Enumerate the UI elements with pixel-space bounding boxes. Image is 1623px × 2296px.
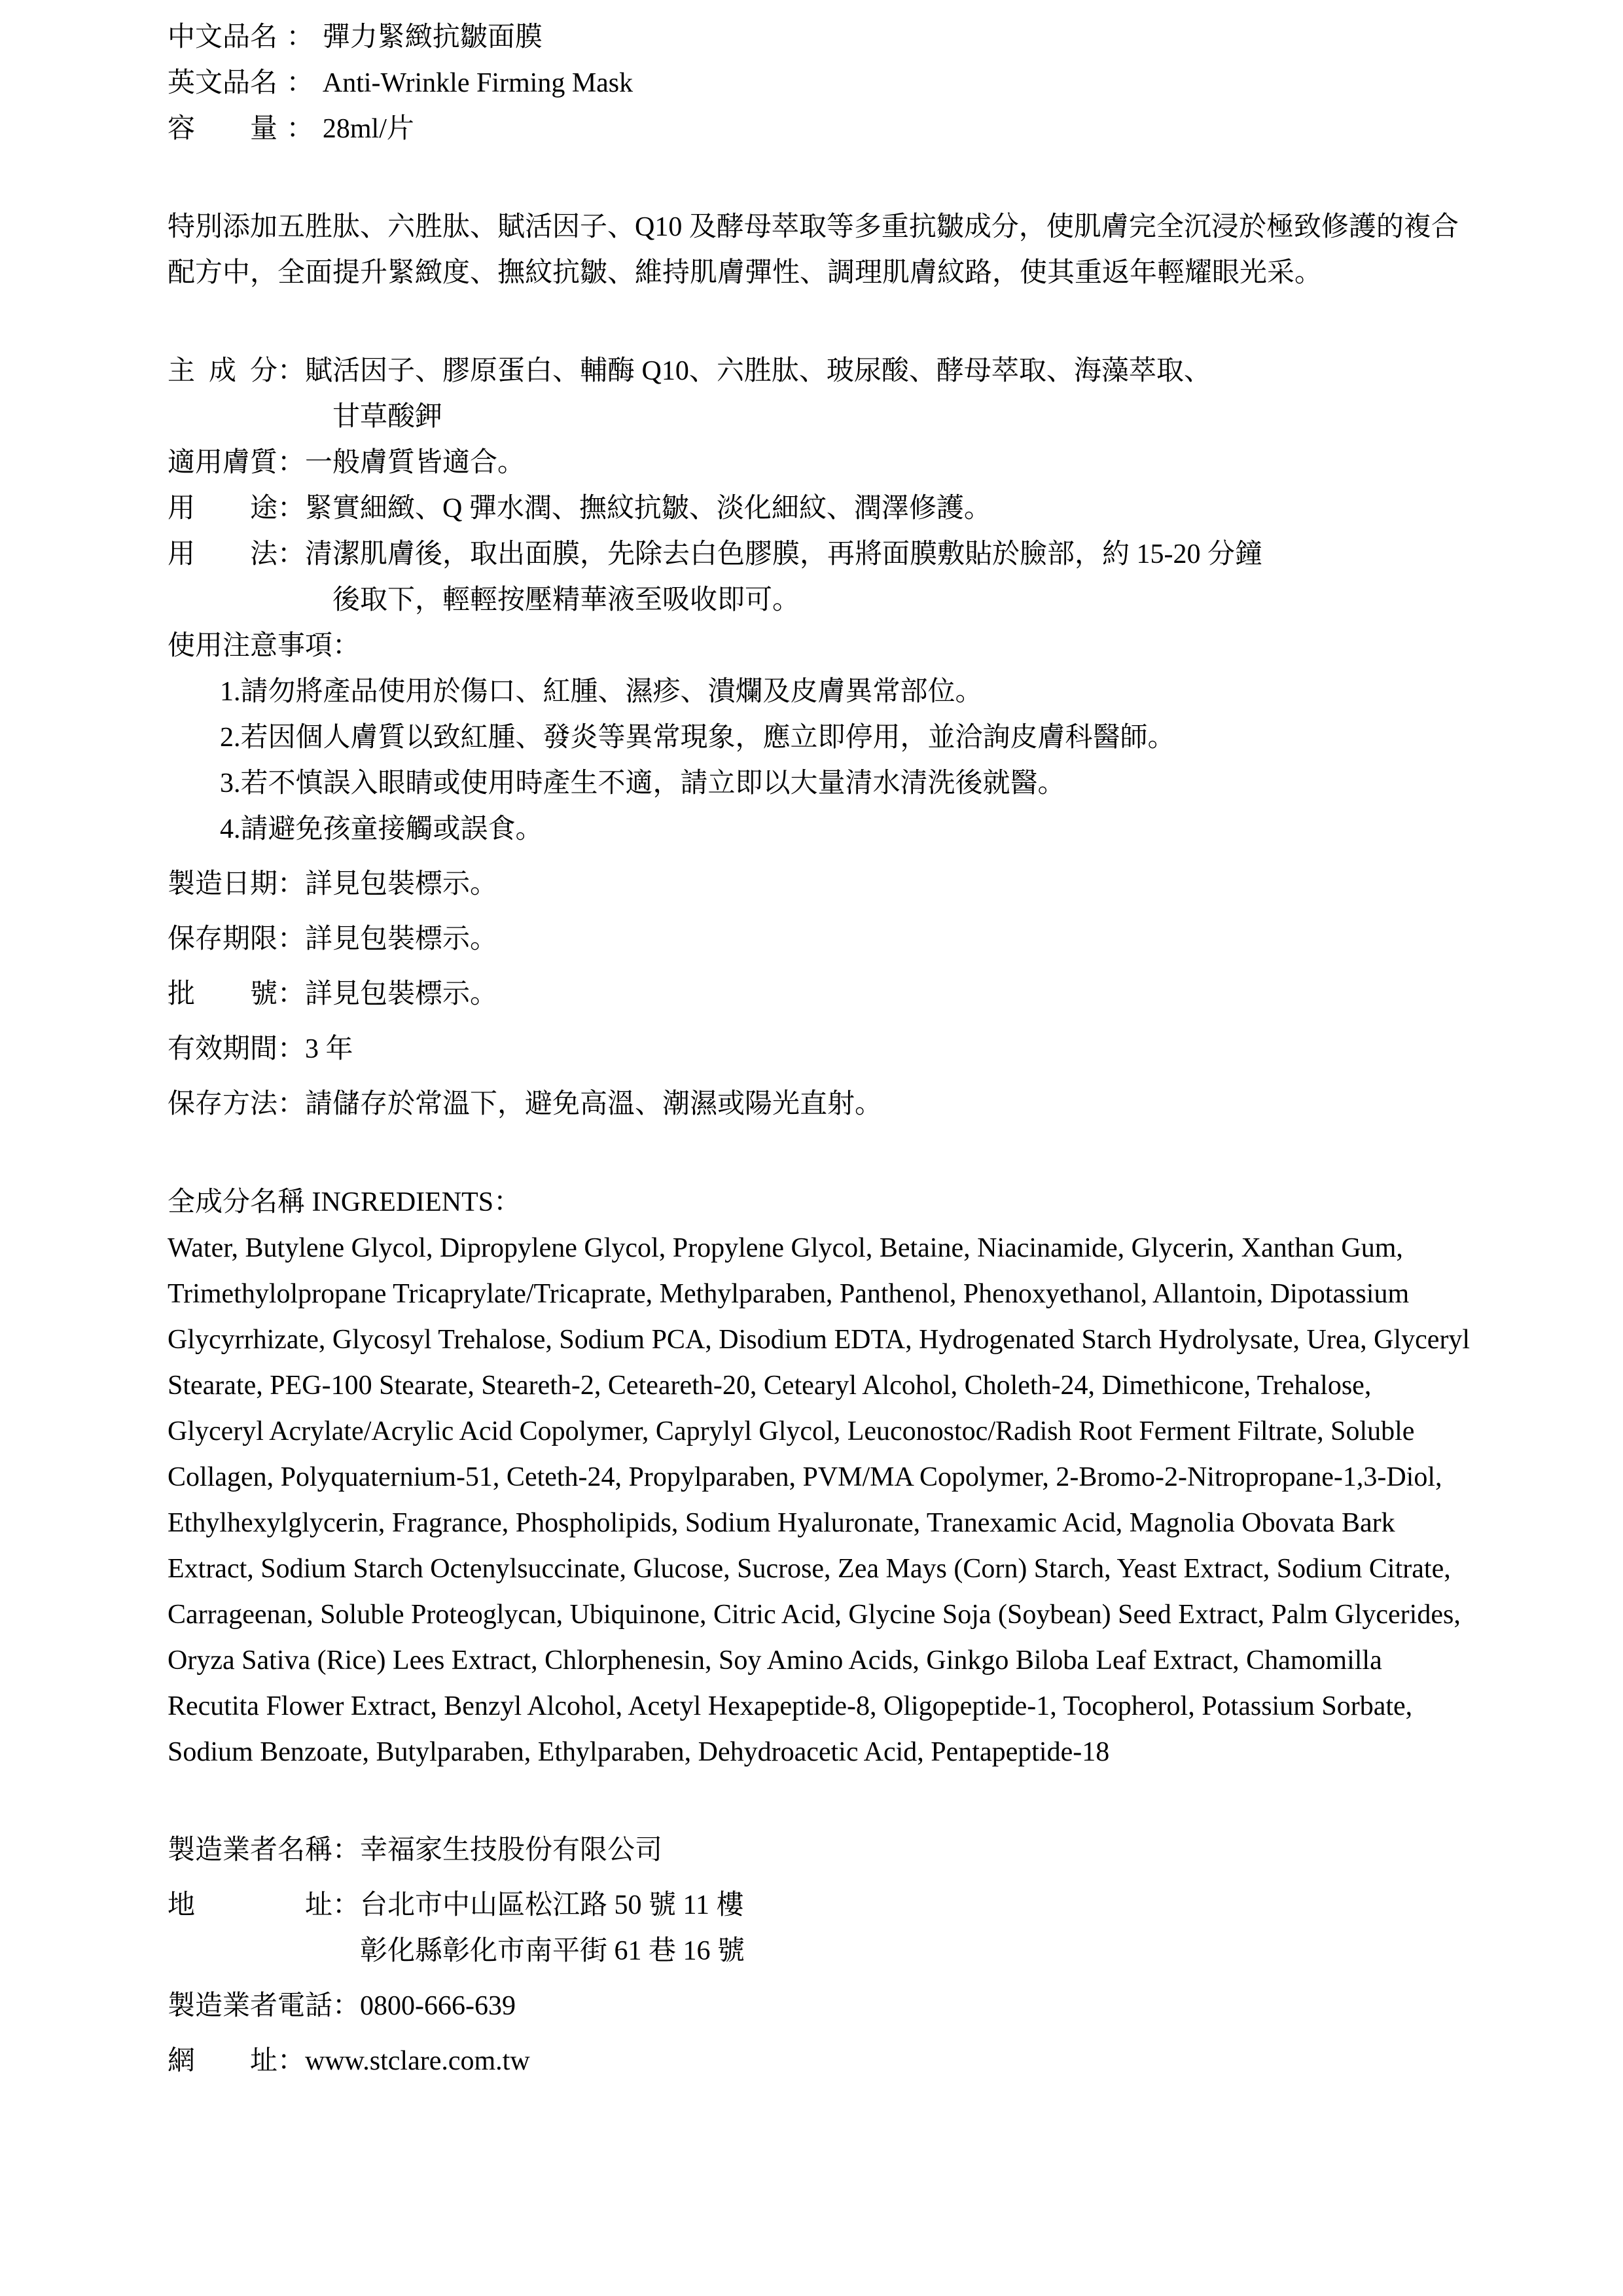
directions-label: 用法 bbox=[168, 539, 277, 569]
details-section bbox=[168, 348, 1472, 1127]
usage-row bbox=[168, 486, 1472, 531]
colon: ： bbox=[277, 1089, 306, 1119]
colon: ： bbox=[277, 356, 306, 386]
ingredients-text: Water, Butylene Glycol, Dipropylene Glycol, Propylene Glycol, Betaine, Niacinamide, Glycerin, Xanthan Gum, Trimethylolpropane Tricaprylate/Tricaprate, Methylparaben, Panthenol, Phenoxyethanol, Allantoin, Dipotassium Glycyrrhizate, Glycosyl Trehalose, Sodium PCA, Disodium EDTA, Hydrogenated Starch Hydrolysate, Urea, Glyceryl Stearate, PEG-100 Stearate, Steareth-2, Ceteareth-20, Cetearyl Alcohol, Choleth-24, Dimethicone, Trehalose, Glyceryl Acrylate/Acrylic Acid Copolymer, Caprylyl Glycol, Leuconostoc/Radish Root Ferment Filtrate, Soluble Collagen, Polyquaternium-51, Ceteth-24, Propylparaben, PVM/MA Copolymer, 2-Bromo-2-Nitropropane-1,3-Diol, Ethylhexylglycerin, Fragrance, Phospholipids, Sodium Hyaluronate, Tranexamic Acid, Magnolia Obovata Bark Extract, Sodium Starch Octenylsuccinate, Glucose, Sucrose, Zea Mays (Corn) Starch, Yeast Extract, Sodium Citrate, Carrageenan, Soluble Proteoglycan, Ubiquinone, Citric Acid, Glycine Soja (Soybean) Seed Extract, Palm Glycerides, Oryza Sativa (Rice) Lees Extract, Chlorphenesin, Soy Amino Acids, Ginkgo Biloba Leaf Extract, Chamomilla Recutita Flower Extract, Benzyl Alcohol, Acetyl Hexapeptide-8, Oligopeptide-1, Tocopherol, Potassium Sorbate, Sodium Benzoate, Butylparaben, Ethylparaben, Dehydroacetic Acid, Pentapeptide-18 bbox=[168, 1233, 1471, 1767]
colon: ： bbox=[277, 924, 306, 954]
mfg-date-row bbox=[168, 861, 1472, 907]
colon: ： bbox=[286, 22, 314, 52]
batch-no-value: 詳見包裝標示。 bbox=[305, 979, 498, 1009]
shelf-life-value: 詳見包裝標示。 bbox=[305, 924, 498, 954]
volume-value: 28ml/片 bbox=[322, 114, 414, 144]
manufacturer-address-label: 地址 bbox=[168, 1890, 332, 1920]
product-header-section bbox=[168, 14, 1472, 152]
manufacturer-name-value: 幸福家生技股份有限公司 bbox=[360, 1835, 663, 1865]
shelf-life-label: 保存期限 bbox=[168, 924, 278, 954]
storage-row bbox=[168, 1081, 1472, 1127]
main-ingredients-line1: 賦活因子、膠原蛋白、輔酶 Q10、六胜肽、玻尿酸、酵母萃取、海藻萃取、 bbox=[305, 356, 1211, 386]
colon: ： bbox=[277, 869, 306, 899]
colon: ： bbox=[277, 979, 306, 1009]
precaution-item: 4.請避免孩童接觸或誤食。 bbox=[220, 814, 543, 844]
batch-no-row bbox=[168, 971, 1472, 1017]
manufacturer-phone-label: 製造業者電話 bbox=[168, 1991, 333, 2021]
colon: ： bbox=[277, 493, 306, 524]
valid-period-label: 有效期間 bbox=[168, 1034, 278, 1064]
product-name-en-label: 英文品名 bbox=[168, 68, 278, 98]
skin-type-label: 適用膚質 bbox=[168, 448, 278, 478]
usage-value: 緊實細緻、Q 彈水潤、撫紋抗皺、淡化細紋、潤澤修護。 bbox=[305, 493, 991, 524]
colon: ： bbox=[286, 68, 314, 98]
colon: ： bbox=[277, 539, 306, 569]
batch-no-label: 批號 bbox=[168, 979, 277, 1009]
directions-row bbox=[168, 531, 1472, 623]
colon: ： bbox=[277, 2046, 306, 2076]
product-name-en-row bbox=[168, 60, 1472, 106]
manufacturer-section bbox=[168, 1827, 1472, 2084]
product-name-en-value: Anti-Wrinkle Firming Mask bbox=[322, 68, 633, 98]
main-ingredients-label: 主成分 bbox=[168, 356, 277, 386]
intro-paragraph: 特別添加五胜肽、六胜肽、賦活因子、Q10 及酵母萃取等多重抗皺成分，使肌膚完全沉浸於極致修護的複合配方中，全面提升緊緻度、撫紋抗皺、維持肌膚彈性、調理肌膚紋路，使其重返年輕耀眼光采。 bbox=[168, 212, 1459, 288]
colon: ： bbox=[277, 448, 306, 478]
directions-line2: 後取下，輕輕按壓精華液至吸收即可。 bbox=[332, 585, 800, 615]
manufacturer-phone-value: 0800-666-639 bbox=[360, 1991, 516, 2021]
precaution-item: 1.請勿將產品使用於傷口、紅腫、濕疹、潰爛及皮膚異常部位。 bbox=[220, 677, 983, 707]
main-ingredients-value bbox=[305, 348, 1472, 440]
manufacturer-name-label: 製造業者名稱 bbox=[168, 1835, 333, 1865]
product-name-cn-row bbox=[168, 14, 1472, 60]
manufacturer-address-row bbox=[168, 1882, 1472, 1974]
product-name-cn-label: 中文品名 bbox=[168, 22, 278, 52]
main-ingredients-line2: 甘草酸鉀 bbox=[332, 402, 443, 432]
precaution-item: 3.若不慎誤入眼睛或使用時產生不適，請立即以大量清水清洗後就醫。 bbox=[220, 768, 1065, 798]
precaution-item: 2.若因個人膚質以致紅腫、發炎等異常現象，應立即停用，並洽詢皮膚科醫師。 bbox=[220, 723, 1175, 753]
directions-line1: 清潔肌膚後，取出面膜，先除去白色膠膜，再將面膜敷貼於臉部，約 15-20 分鐘 bbox=[305, 539, 1263, 569]
manufacturer-address-line1: 台北市中山區松江路 50 號 11 樓 bbox=[360, 1890, 744, 1920]
website-label: 網址 bbox=[168, 2046, 277, 2076]
valid-period-value: 3 年 bbox=[305, 1034, 353, 1064]
website-row bbox=[168, 2038, 1472, 2084]
precautions-list bbox=[168, 669, 1472, 852]
skin-type-row bbox=[168, 440, 1472, 486]
colon: ： bbox=[332, 1991, 361, 2021]
colon: ： bbox=[277, 1034, 306, 1064]
usage-label: 用途 bbox=[168, 493, 277, 524]
website-value: www.stclare.com.tw bbox=[305, 2046, 530, 2076]
storage-label: 保存方法 bbox=[168, 1089, 278, 1119]
storage-value: 請儲存於常溫下，避免高溫、潮濕或陽光直射。 bbox=[305, 1089, 883, 1119]
colon: ： bbox=[332, 1890, 361, 1920]
valid-period-row bbox=[168, 1026, 1472, 1072]
directions-value bbox=[305, 531, 1472, 623]
manufacturer-phone-row bbox=[168, 1983, 1472, 2029]
precautions-title: 使用注意事項： bbox=[168, 631, 361, 661]
skin-type-value: 一般膚質皆適合。 bbox=[305, 448, 526, 478]
mfg-date-value: 詳見包裝標示。 bbox=[305, 869, 498, 899]
shelf-life-row bbox=[168, 916, 1472, 962]
ingredients-section bbox=[168, 1179, 1472, 1775]
product-name-cn-value: 彈力緊緻抗皺面膜 bbox=[322, 22, 543, 52]
manufacturer-address-line2: 彰化縣彰化市南平街 61 巷 16 號 bbox=[360, 1936, 745, 1966]
mfg-date-label: 製造日期 bbox=[168, 869, 278, 899]
manufacturer-name-row bbox=[168, 1827, 1472, 1873]
ingredients-title: 全成分名稱 INGREDIENTS： bbox=[168, 1187, 522, 1217]
volume-row bbox=[168, 106, 1472, 152]
volume-label: 容量 bbox=[168, 114, 277, 144]
main-ingredients-row bbox=[168, 348, 1472, 440]
manufacturer-address-value bbox=[360, 1882, 1472, 1974]
colon: ： bbox=[286, 114, 314, 144]
colon: ： bbox=[332, 1835, 361, 1865]
